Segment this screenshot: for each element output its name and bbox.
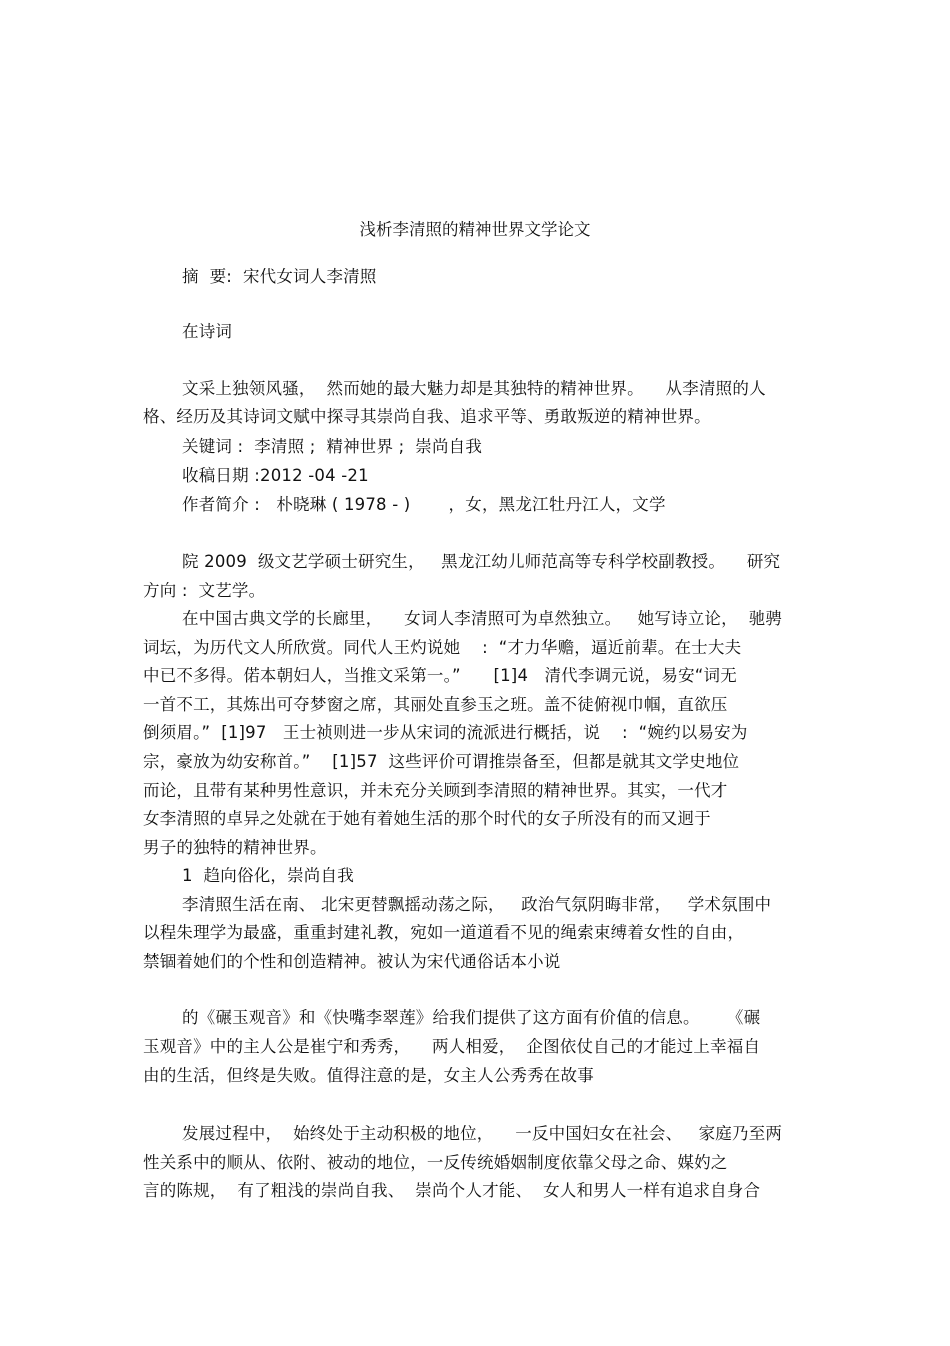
text-line: 院 2009 级文艺学硕士研究生， 黑龙江幼儿师范高等专科学校副教授。 研究 [182, 552, 781, 571]
text-line: 性关系中的顺从、依附、被动的地位，一反传统婚姻制度依靠父母之命、媒妁之 [143, 1153, 728, 1172]
text-line: 词坛，为历代文人所欣赏。同代人王灼说她 : “才力华赡，逼近前辈。在士大夫 [143, 638, 742, 657]
text-line: 由的生活，但终是失败。值得注意的是，女主人公秀秀在故事 [143, 1066, 594, 1085]
abstract-line: 摘 要: 宋代女词人李清照 [182, 267, 377, 286]
text-line: 言的陈规， 有了粗浅的崇尚自我、 崇尚个人才能、 女人和男人一样有追求自身合 [143, 1181, 761, 1200]
text-line: 宗，豪放为幼安称首。” [1]57 这些评价可谓推崇备至，但都是就其文学史地位 [143, 752, 740, 771]
text-line: 在诗词 [182, 322, 233, 341]
text-line: 方向 : 文艺学。 [143, 581, 266, 600]
page-title: 浅析李清照的精神世界文学论文 [359, 220, 591, 239]
text-line: 的《碾玉观音》和《快嘴李翠莲》给我们提供了这方面有价值的信息。 《碾 [182, 1008, 761, 1027]
text-line: 禁锢着她们的个性和创造精神。被认为宋代通俗话本小说 [143, 952, 561, 971]
text-line: 而论，且带有某种男性意识，并未充分关顾到李清照的精神世界。其实，一代才 [143, 781, 728, 800]
text-line: 女李清照的卓异之处就在于她有着她生活的那个时代的女子所没有的而又迥于 [143, 809, 711, 828]
text-line: 文采上独领风骚， 然而她的最大魅力却是其独特的精神世界。 从李清照的人 [182, 379, 766, 398]
text-line: 格、经历及其诗词文赋中探寻其崇尚自我、追求平等、勇敢叛逆的精神世界。 [143, 407, 711, 426]
author-line: 作者简介 : 朴晓琳 ( 1978 - ) ，女，黑龙江牡丹江人，文学 [182, 495, 666, 514]
text-line: 中已不多得。偌本朝妇人，当推文采第一。” [1]4 清代李调元说，易安“词无 [143, 666, 737, 685]
text-line: 李清照生活在南、 北宋更替飘摇动荡之际， 政治气氛阴晦非常， 学术氛围中 [182, 895, 772, 914]
text-line: 倒须眉。” [1]97 王士祯则进一步从宋词的流派进行概括，说 : “婉约以易安为 [143, 723, 748, 742]
received-date-line: 收稿日期 :2012 -04 -21 [182, 466, 369, 485]
text-line: 以程朱理学为最盛，重重封建礼教，宛如一道道看不见的绳索束缚着女性的自由， [143, 923, 745, 942]
text-line: 一首不工，其炼出可夺梦窗之席，其丽处直参玉之班。盖不徒俯视巾帼，直欲压 [143, 695, 728, 714]
text-line: 玉观音》中的主人公是崔宁和秀秀， 两人相爱， 企图依仗自己的才能过上幸福自 [143, 1037, 761, 1056]
section-heading: 1 趋向俗化，崇尚自我 [182, 866, 354, 885]
keywords-line: 关键词 : 李清照 ; 精神世界 ; 崇尚自我 [182, 437, 483, 456]
text-line: 男子的独特的精神世界。 [143, 838, 327, 857]
text-line: 在中国古典文学的长廊里， 女词人李清照可为卓然独立。 她写诗立论， 驰骋 [182, 609, 783, 628]
text-line: 发展过程中， 始终处于主动积极的地位， 一反中国妇女在社会、 家庭乃至两 [182, 1124, 783, 1143]
